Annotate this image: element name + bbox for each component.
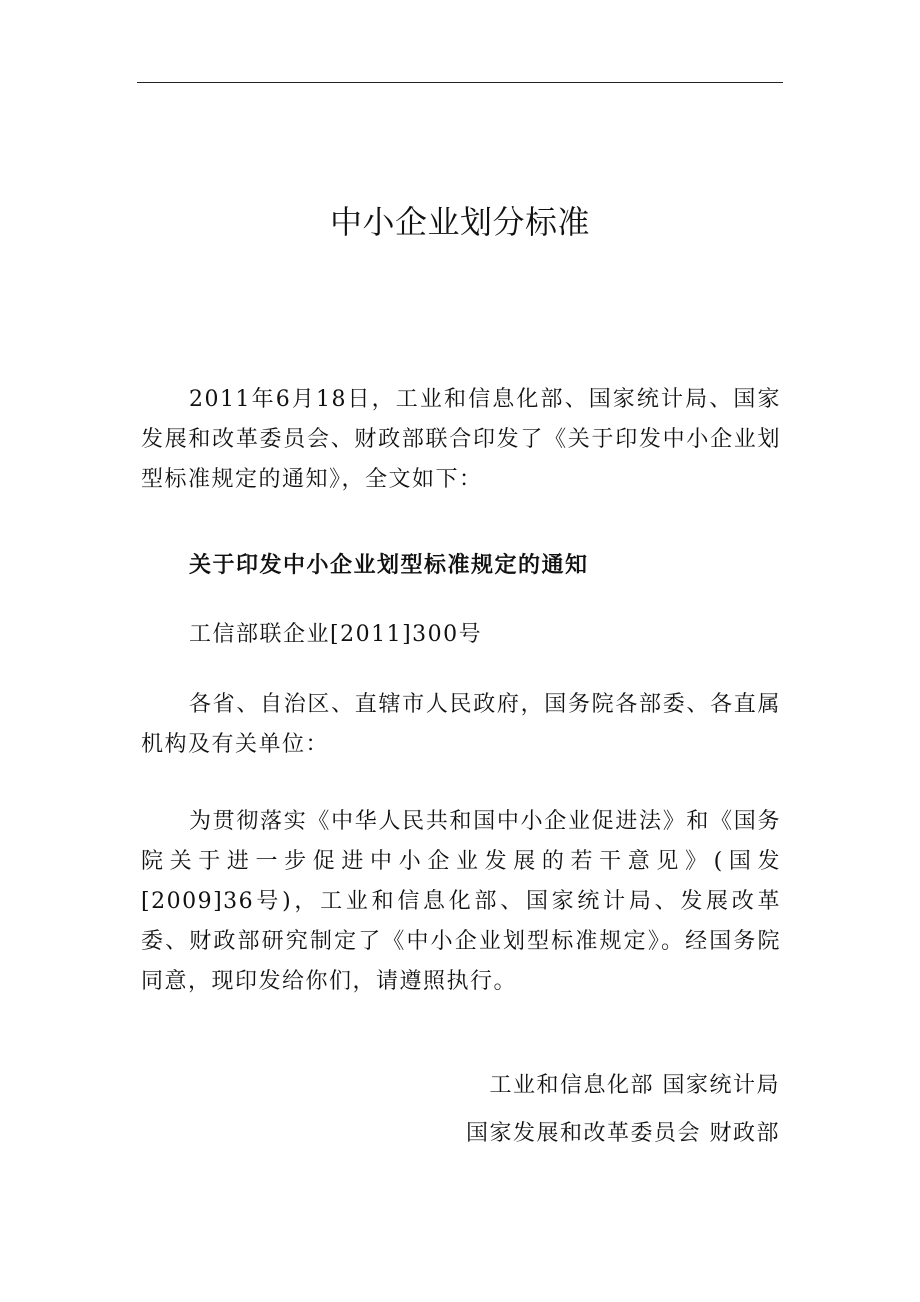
signatory-line-1: 工业和信息化部 国家统计局 bbox=[489, 1073, 780, 1098]
header-rule bbox=[137, 82, 783, 83]
document-number: 工信部联企业[2011]300号 bbox=[189, 622, 483, 647]
document-title: 中小企业划分标准 bbox=[329, 203, 590, 241]
intro-paragraph: 2011年6月18日，工业和信息化部、国家统计局、国家发展和改革委员会、财政部联合印发了《关于印发中小企业划型标准规定的通知》，全文如下： bbox=[141, 387, 781, 492]
addressee-paragraph: 各省、自治区、直辖市人民政府，国务院各部委、各直属机构及有关单位： bbox=[141, 692, 781, 757]
body-paragraph: 为贯彻落实《中华人民共和国中小企业促进法》和《国务院关于进一步促进中小企业发展的若干意见》(国发[2009]36号)，工业和信息化部、国家统计局、发展改革委、财政部研究制定了《中小企业划型标准规定》。经国务院同意，现印发给你们，请遵照执行。 bbox=[141, 809, 781, 994]
notice-heading: 关于印发中小企业划型标准规定的通知 bbox=[189, 552, 589, 578]
signatory-line-2: 国家发展和改革委员会 财政部 bbox=[466, 1121, 780, 1146]
